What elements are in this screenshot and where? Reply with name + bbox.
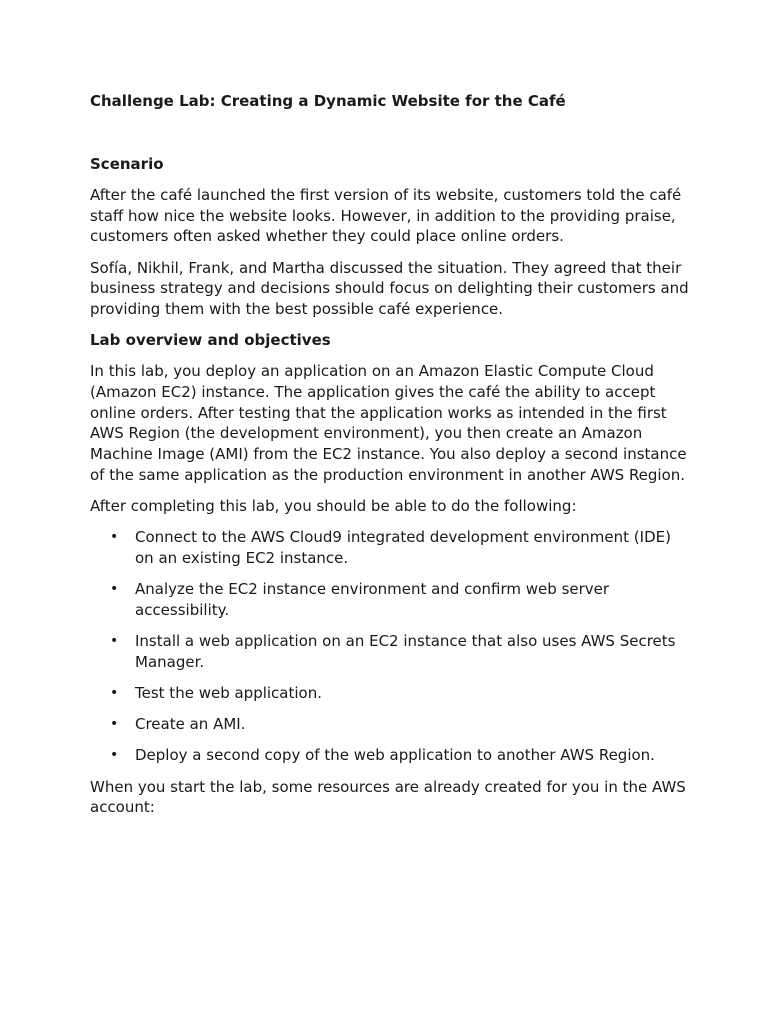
bullet-icon: • — [110, 716, 119, 733]
objectives-list — [90, 527, 690, 766]
objective-text: Test the web application. — [135, 683, 322, 702]
list-item — [90, 631, 690, 672]
bullet-icon: • — [110, 684, 119, 701]
scenario-paragraph-1: After the café launched the first version of its website, customers told the café staff how nice the website looks. However, in addition to the providing praise, customers often asked whether they could place online orders. — [90, 185, 682, 246]
overview-paragraph-1: In this lab, you deploy an application on an Amazon Elastic Compute Cloud (Amazon EC2) instance. The application gives the café the ability to accept online orders. After testing that the application works as intended in the first AWS Region (the development environment), you then create an Amazon Machine Image (AMI) from the EC2 instance. You also deploy a second instance of the same application as the production environment in another AWS Region. — [90, 362, 687, 484]
list-item — [90, 745, 690, 766]
list-item — [90, 714, 690, 735]
bullet-icon: • — [110, 581, 119, 598]
document-page — [90, 91, 690, 818]
bullet-icon: • — [110, 633, 119, 650]
objective-text: Install a web application on an EC2 instance that also uses AWS Secrets Manager. — [135, 632, 676, 671]
overview-paragraph-2: After completing this lab, you should be able to do the following: — [90, 497, 577, 516]
list-item — [90, 527, 690, 568]
scenario-heading: Scenario — [90, 154, 164, 173]
objective-text: Create an AMI. — [135, 715, 246, 734]
objective-text: Deploy a second copy of the web application to another AWS Region. — [135, 746, 655, 765]
closing-paragraph: When you start the lab, some resources are already created for you in the AWS account: — [90, 777, 686, 817]
bullet-icon: • — [110, 529, 119, 546]
scenario-paragraph-2: Sofía, Nikhil, Frank, and Martha discussed the situation. They agreed that their business strategy and decisions should focus on delighting their customers and providing them with the best possible café experience. — [90, 258, 689, 318]
list-item — [90, 683, 690, 704]
document-title: Challenge Lab: Creating a Dynamic Website for the Café — [90, 92, 566, 110]
overview-heading: Lab overview and objectives — [90, 331, 331, 350]
bullet-icon: • — [110, 747, 119, 764]
objective-text: Analyze the EC2 instance environment and confirm web server accessibility. — [135, 580, 610, 619]
objective-text: Connect to the AWS Cloud9 integrated development environment (IDE) on an existing EC2 instance. — [135, 528, 671, 567]
list-item — [90, 579, 690, 620]
